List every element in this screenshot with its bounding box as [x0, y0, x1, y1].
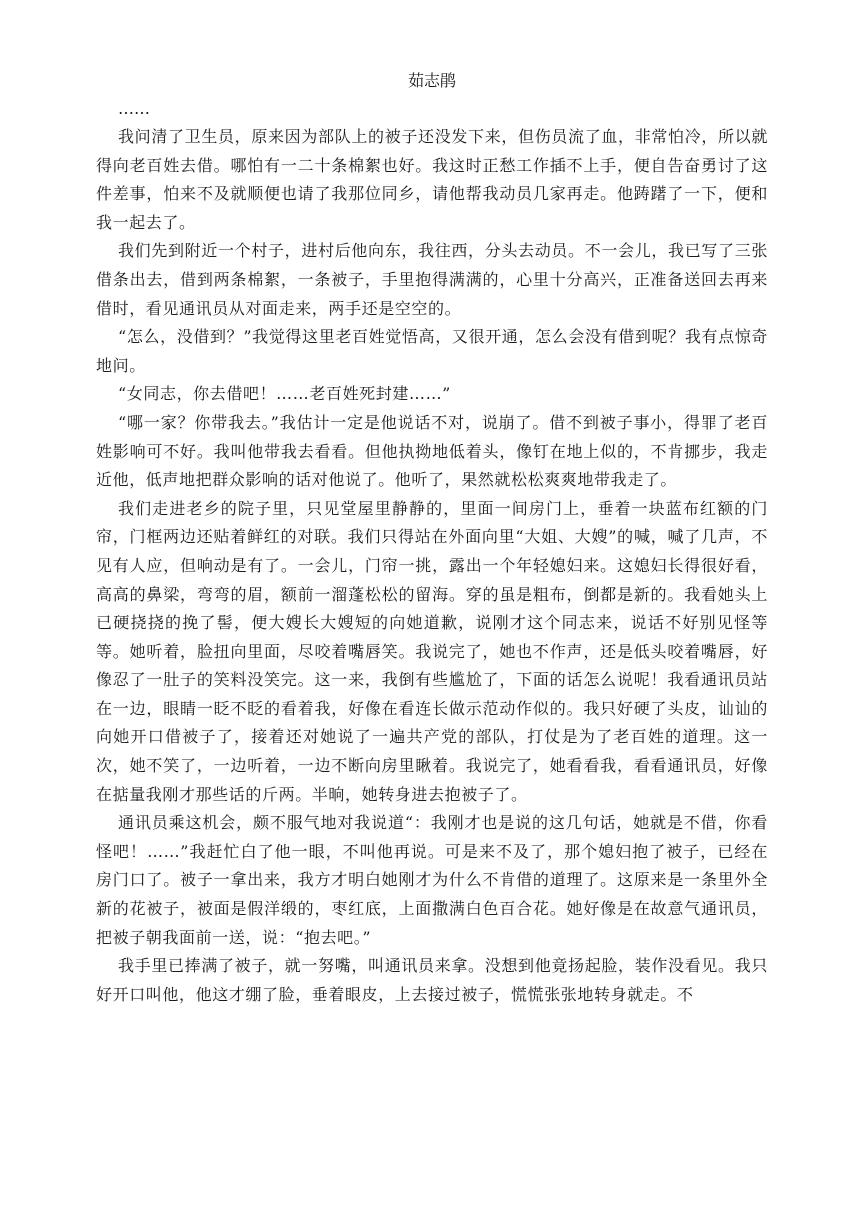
paragraph-ellipsis: …… [118, 99, 150, 118]
paragraph: 我手里已捧满了被子，就一努嘴，叫通讯员来拿。没想到他竟扬起脸，装作没看见。我只好开口叫他，他这才绷了脸，垂着眼皮，上去接过被子，慌慌张张地转身就走。不 [96, 956, 768, 1004]
paragraph: 我们走进老乡的院子里，只见堂屋里静静的，里面一间房门上，垂着一块蓝布红额的门帘，门框两边还贴着鲜红的对联。我们只得站在外面向里“大姐、大嫂”的喊，喊了几声，不见有人应，但响动是有了。一会儿，门帘一挑，露出一个年轻媳妇来。这媳妇长得很好看，高高的鼻梁，弯弯的眉，额前一溜蓬松松的留海。穿的虽是粗布，倒都是新的。我看她头上已硬挠挠的挽了髻，便大嫂长大嫂短的向她道歉，说刚才这个同志来，说话不好别见怪等等。她听着，脸扭向里面，尽咬着嘴唇笑。我说完了，她也不作声，还是低头咬着嘴唇，好像忍了一肚子的笑料没笑完。这一来，我倒有些尴尬了，下面的话怎么说呢！我看通讯员站在一边，眼睛一眨不眨的看着我，好像在看连长做示范动作似的。我只好硬了头皮，讪讪的向她开口借被子了，接着还对她说了一遍共产党的部队，打仗是为了老百姓的道理。这一次，她不笑了，一边听着，一边不断向房里瞅着。我说完了，她看看我，看看通讯员，好像在掂量我刚才那些话的斤两。半晌，她转身进去抱被子了。 [96, 498, 768, 804]
document-page [96, 62, 768, 1009]
paragraph: “怎么，没借到？”我觉得这里老百姓觉悟高，又很开通，怎么会没有借到呢？我有点惊奇地问。 [96, 327, 768, 375]
paragraph: 我问清了卫生员，原来因为部队上的被子还没发下来，但伤员流了血，非常怕冷，所以就得向老百姓去借。哪怕有一二十条棉絮也好。我这时正愁工作插不上手，便自告奋勇讨了这件差事，怕来不及就顺便也请了我那位同乡，请他帮我动员几家再走。他踌躇了一下，便和我一起去了。 [96, 127, 768, 232]
paragraph: “女同志，你去借吧！……老百姓死封建……” [118, 384, 451, 404]
author-name: 茹志鹃 [407, 71, 456, 90]
paragraph: “哪一家？你带我去。”我估计一定是他说话不对，说崩了。借不到被子事小，得罪了老百姓影响可不好。我叫他带我去看看。但他执拗地低着头，像钉在地上似的，不肯挪步，我走近他，低声地把群众影响的话对他说了。他听了，果然就松松爽爽地带我走了。 [96, 412, 768, 490]
paragraph: 通讯员乘这机会，颇不服气地对我说道“：我刚才也是说的这几句话，她就是不借，你看怪吧！……”我赶忙白了他一眼，不叫他再说。可是来不及了，那个媳妇抱了被子，已经在房门口了。被子一拿出来，我方才明白她刚才为什么不肯借的道理了。这原来是一条里外全新的花被子，被面是假洋缎的，枣红底，上面撒满白色百合花。她好像是在故意气通讯员，把被子朝我面前一送，说：“抱去吧。” [96, 813, 768, 947]
paragraph: 我们先到附近一个村子，进村后他向东，我往西，分头去动员。不一会儿，我已写了三张借条出去，借到两条棉絮，一条被子，手里抱得满满的，心里十分高兴，正准备送回去再来借时，看见通讯员从对面走来，两手还是空空的。 [96, 241, 768, 318]
